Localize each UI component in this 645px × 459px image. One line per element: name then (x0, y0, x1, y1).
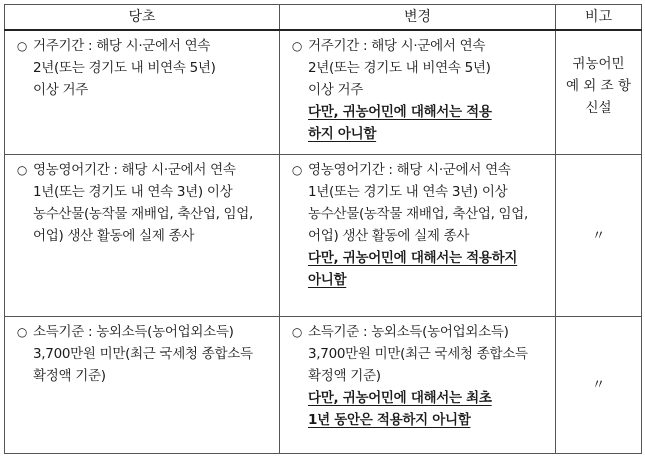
text-line: 농수산물(농작물 재배업, 축산업, 임업, (33, 206, 254, 222)
text-line: ○ 거주기간 : 해당 시·군에서 연속 (286, 35, 549, 57)
cell-before (5, 155, 280, 317)
cell-before (5, 317, 280, 454)
text-line: ○ 영농영어기간 : 해당 시·군에서 연속 (11, 159, 273, 181)
cell-note (556, 30, 642, 155)
cell-before (5, 30, 280, 155)
cell-after (280, 317, 556, 454)
bullet-icon: ○ (291, 325, 303, 339)
bullet-icon: ○ (16, 163, 28, 177)
note-line: 예 외 조 항 (565, 78, 632, 94)
note-line: 신설 (585, 100, 612, 116)
text-line: ○ 거주기간 : 해당 시·군에서 연속 (11, 35, 273, 57)
ditto-mark: 〃 (591, 227, 606, 244)
note-line: 귀농어민 (572, 56, 625, 72)
bullet-icon: ○ (16, 39, 28, 53)
emphasis-line: 다만, 귀농어민에 대해서는 적용하지 (308, 250, 518, 266)
bullet-icon: ○ (291, 163, 303, 177)
header-after: 변경 (280, 5, 556, 31)
table-header-row (5, 5, 642, 31)
text-line: 3,700만원 미만(최근 국세청 종합소득 (33, 346, 253, 362)
table-row (5, 317, 642, 454)
ditto-mark: 〃 (591, 377, 606, 393)
emphasis-line: 하지 아니함 (308, 126, 377, 142)
comparison-table (4, 4, 642, 454)
text-line: 3,700만원 미만(최근 국세청 종합소득 (308, 346, 528, 362)
text-line: 2년(또는 경기도 내 비연속 5년) (308, 60, 491, 76)
emphasis-line: 아니함 (308, 272, 347, 288)
cell-note (556, 317, 642, 454)
cell-note (556, 155, 642, 317)
text-line: 확정액 기준) (33, 368, 106, 384)
cell-after (280, 155, 556, 317)
emphasis-line: 다만, 귀농어민에 대해서는 적용 (308, 104, 492, 120)
text-line: 1년(또는 경기도 내 연속 3년) 이상 (33, 184, 233, 200)
cell-after (280, 30, 556, 155)
header-before: 당초 (5, 5, 280, 31)
text-line: ○ 소득기준 : 농외소득(농어업외소득) (11, 321, 273, 343)
table-row (5, 155, 642, 317)
text-line: 어업) 생산 활동에 실제 종사 (308, 228, 470, 244)
text-line: 이상 거주 (33, 82, 88, 98)
bullet-icon: ○ (16, 325, 28, 339)
text-line: 2년(또는 경기도 내 비연속 5년) (33, 60, 216, 76)
text-line: 확정액 기준) (308, 368, 381, 384)
text-line: 이상 거주 (308, 82, 363, 98)
emphasis-line: 1년 동안은 적용하지 아니함 (308, 412, 471, 428)
header-note: 비고 (556, 5, 642, 31)
text-line: 1년(또는 경기도 내 연속 3년) 이상 (308, 184, 508, 200)
bullet-icon: ○ (291, 39, 303, 53)
text-line: ○ 영농영어기간 : 해당 시·군에서 연속 (286, 159, 549, 181)
emphasis-line: 다만, 귀농어민에 대해서는 최초 (308, 390, 492, 406)
text-line: ○ 소득기준 : 농외소득(농어업외소득) (286, 321, 549, 343)
table-row (5, 30, 642, 155)
text-line: 어업) 생산 활동에 실제 종사 (33, 228, 195, 244)
text-line: 농수산물(농작물 재배업, 축산업, 임업, (308, 206, 529, 222)
